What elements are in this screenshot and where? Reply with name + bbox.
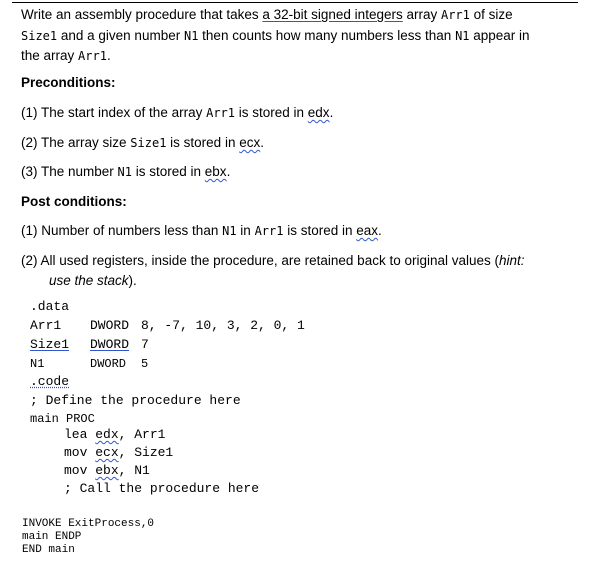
main-endp: main ENDP xyxy=(22,531,82,543)
comment-call: ; Call the procedure here xyxy=(64,481,260,496)
intro-text: then counts how many numbers less than xyxy=(198,27,456,43)
size1-value: 7 xyxy=(141,337,149,352)
code-directive xyxy=(30,373,69,391)
mov-ebx-instruction xyxy=(64,462,150,480)
register-ecx: ecx xyxy=(95,445,119,460)
precondition-1 xyxy=(21,103,581,124)
text: is stored in xyxy=(235,105,308,120)
arr1-ref: Arr1 xyxy=(78,49,107,63)
comment-define: ; Define the procedure here xyxy=(30,393,241,408)
n1-name: N1 xyxy=(30,357,45,371)
size1-name xyxy=(30,336,69,354)
preconditions-heading: Preconditions: xyxy=(21,75,116,90)
arr1-ref: Arr1 xyxy=(206,106,235,120)
intro-text: appear in xyxy=(469,27,530,43)
text: ). xyxy=(128,272,137,288)
arr1-type: DWORD xyxy=(90,318,130,333)
end-main: END main xyxy=(22,544,75,556)
intro-highlight: a 32-bit signed integers xyxy=(262,7,403,22)
intro-text: of size xyxy=(469,7,513,22)
mov-ecx-instruction xyxy=(64,444,173,462)
n1-ref: N1 xyxy=(455,28,470,43)
lea-instruction xyxy=(64,426,165,444)
register-eax: eax xyxy=(356,223,379,238)
text: in xyxy=(236,223,255,238)
hint-label: hint: xyxy=(499,253,525,268)
register-edx: edx xyxy=(307,105,330,120)
text: (1) The start index of the array xyxy=(21,105,207,120)
text: (2) The array size xyxy=(21,135,131,150)
intro-paragraph xyxy=(21,5,581,67)
arr1-ref: Arr1 xyxy=(254,224,284,238)
n1-value: 5 xyxy=(141,357,149,371)
text: . xyxy=(226,164,231,179)
text: . xyxy=(260,135,264,150)
opcode: mov xyxy=(64,445,88,460)
register-ebx: ebx xyxy=(95,463,119,478)
operand: , N1 xyxy=(118,463,150,478)
text: (3) The number xyxy=(21,164,118,179)
register-edx: edx xyxy=(95,427,119,442)
size1-ref: Size1 xyxy=(21,28,58,43)
text: is stored in xyxy=(166,135,240,150)
register-ebx: ebx xyxy=(204,164,227,179)
text: is stored in xyxy=(283,223,357,238)
postcondition-2 xyxy=(21,251,581,290)
text: (2) All used registers, inside the procedure, are retained back to original values ( xyxy=(21,253,500,268)
n1-type: DWORD xyxy=(90,357,127,371)
arr1-ref: Arr1 xyxy=(440,8,470,22)
arr1-values: 8, -7, 10, 3, 2, 0, 1 xyxy=(141,318,305,333)
data-directive: .data xyxy=(30,299,70,314)
register-ecx: ecx xyxy=(239,135,261,150)
size1-ref: Size1 xyxy=(130,136,167,150)
intro-text: . xyxy=(106,48,111,63)
text: . xyxy=(378,223,382,238)
hint-text: use the stack xyxy=(49,272,129,288)
text: is stored in xyxy=(132,164,205,179)
size1-type-label: DWORD xyxy=(90,337,130,352)
n1-ref: N1 xyxy=(117,165,132,179)
arr1-name: Arr1 xyxy=(30,318,62,333)
n1-ref: N1 xyxy=(183,28,199,43)
size1-type xyxy=(90,336,129,354)
operand: , Size1 xyxy=(118,445,174,460)
intro-text: array xyxy=(402,7,441,22)
postconditions-heading: Post conditions: xyxy=(21,194,127,209)
opcode: mov xyxy=(64,463,88,478)
precondition-3 xyxy=(21,162,581,183)
code-label: .code xyxy=(30,374,70,389)
main-proc: main PROC xyxy=(30,412,95,426)
intro-text: and a given number xyxy=(57,27,184,43)
invoke-exit: INVOKE ExitProcess,0 xyxy=(22,518,155,530)
operand: , Arr1 xyxy=(118,427,166,442)
top-rule xyxy=(12,2,578,3)
text: (1) Number of numbers less than xyxy=(21,223,223,238)
n1-ref: N1 xyxy=(222,224,237,238)
opcode: lea xyxy=(64,427,88,442)
postcondition-1 xyxy=(21,221,581,242)
intro-text: Write an assembly procedure that takes xyxy=(21,7,263,22)
precondition-2 xyxy=(21,133,581,154)
intro-text: the array xyxy=(21,48,79,63)
size1-label: Size1 xyxy=(30,337,70,352)
text: . xyxy=(329,105,334,120)
